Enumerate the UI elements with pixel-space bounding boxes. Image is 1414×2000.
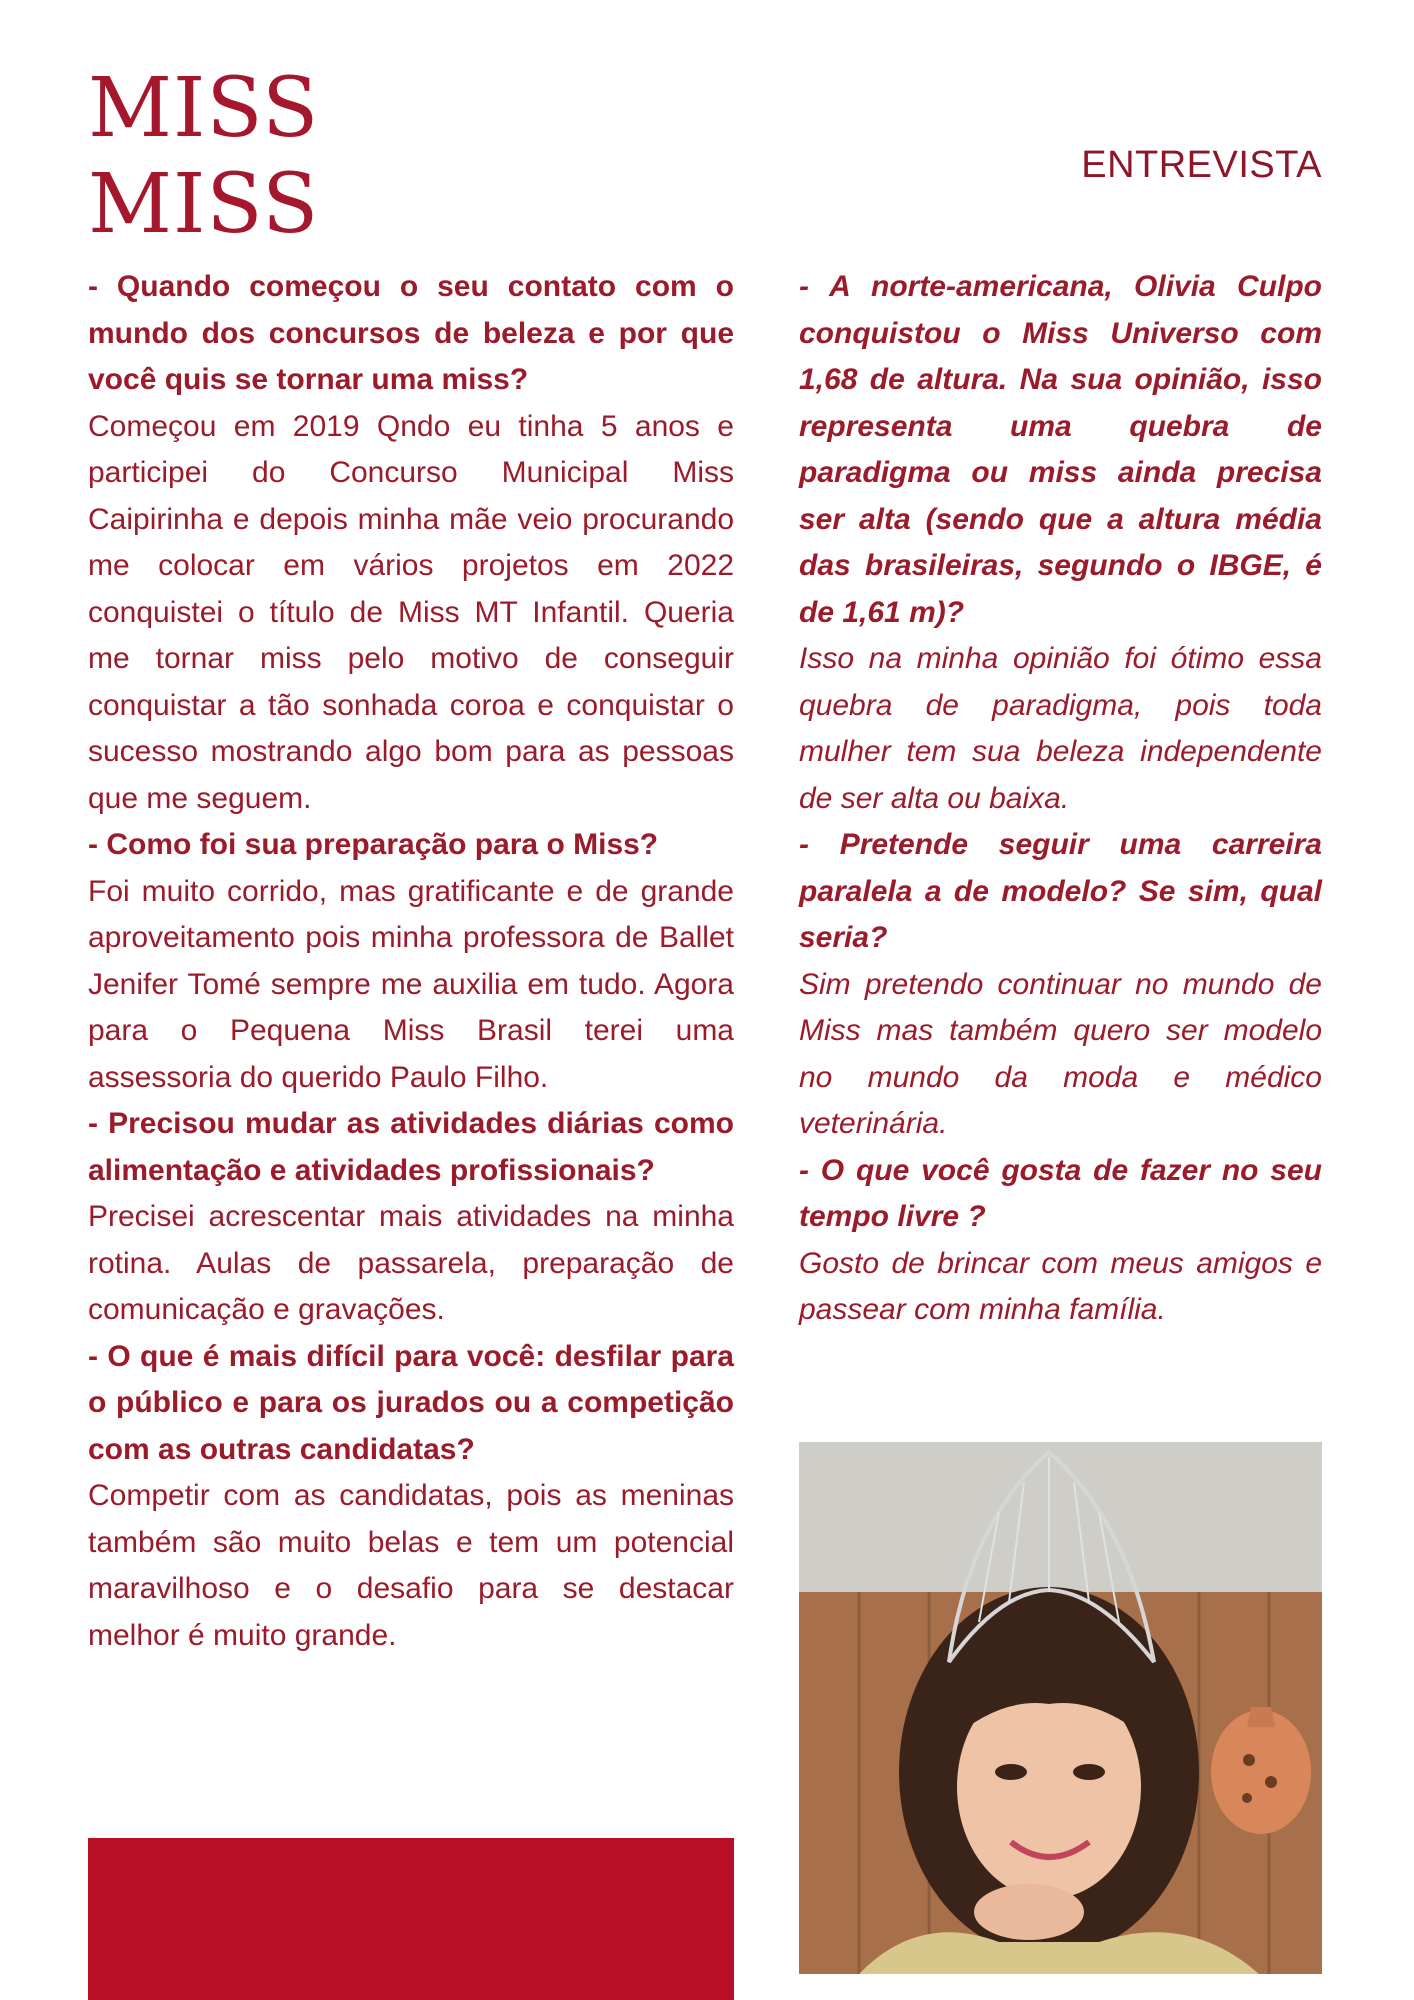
question-7: - O que você gosta de fazer no seu tempo livre ? [799, 1153, 1322, 1233]
answer-6: Sim pretendo continuar no mundo de Miss mas também quero ser modelo no mundo da moda e médico veterinária. [799, 967, 1322, 1140]
right-column [799, 264, 1322, 1334]
question-4: - O que é mais difícil para você: desfilar para o público e para os jurados ou a competição com as outras candidatas? [88, 1339, 734, 1466]
question-5: - A norte-americana, Olivia Culpo conquistou o Miss Universo com 1,68 de altura. Na sua opinião, isso representa uma quebra de paradigma ou miss ainda precisa ser alta (sendo que a altura média das brasileiras, segundo o IBGE, é de 1,61 m)? [799, 270, 1322, 629]
question-6: - Pretende seguir uma carreira paralela a de modelo? Se sim, qual seria? [799, 828, 1322, 954]
section-label: ENTREVISTA [1081, 144, 1322, 186]
answer-3: Precisei acrescentar mais atividades na minha rotina. Aulas de passarela, preparação de comunicação e gravações. [88, 1200, 734, 1326]
portrait-photo [799, 1442, 1322, 1974]
title-line-2: MISS [88, 157, 320, 252]
title-line-1: MISS [88, 61, 320, 156]
answer-7: Gosto de brincar com meus amigos e passear com minha família. [799, 1246, 1322, 1326]
question-2: - Como foi sua preparação para o Miss? [88, 828, 659, 861]
question-3: - Precisou mudar as atividades diárias como alimentação e atividades profissionais? [88, 1107, 734, 1187]
decorative-red-block [88, 1838, 734, 2000]
question-1: - Quando começou o seu contato com o mundo dos concursos de beleza e por que você quis se tornar uma miss? [88, 270, 734, 396]
portrait-illustration [799, 1442, 1322, 1974]
answer-1: Começou em 2019 Qndo eu tinha 5 anos e participei do Concurso Municipal Miss Caipirinha e depois minha mãe veio procurando me colocar em vários projetos em 2022 conquistei o título de Miss MT Infantil. Queria me tornar miss pelo motivo de conseguir conquistar a tão sonhada coroa e conquistar o sucesso mostrando algo bom para as pessoas que me seguem. [88, 409, 734, 815]
answer-5: Isso na minha opinião foi ótimo essa quebra de paradigma, pois toda mulher tem sua beleza independente de ser alta ou baixa. [799, 642, 1322, 815]
answer-4: Competir com as candidatas, pois as meninas também são muito belas e tem um potencial maravilhoso e o desafio para se destacar melhor é muito grande. [88, 1479, 734, 1652]
left-column [88, 264, 734, 1659]
answer-2: Foi muito corrido, mas gratificante e de grande aproveitamento pois minha professora de Ballet Jenifer Tomé sempre me auxilia em tudo. Agora para o Pequena Miss Brasil terei uma assessoria do querido Paulo Filho. [88, 874, 734, 1094]
